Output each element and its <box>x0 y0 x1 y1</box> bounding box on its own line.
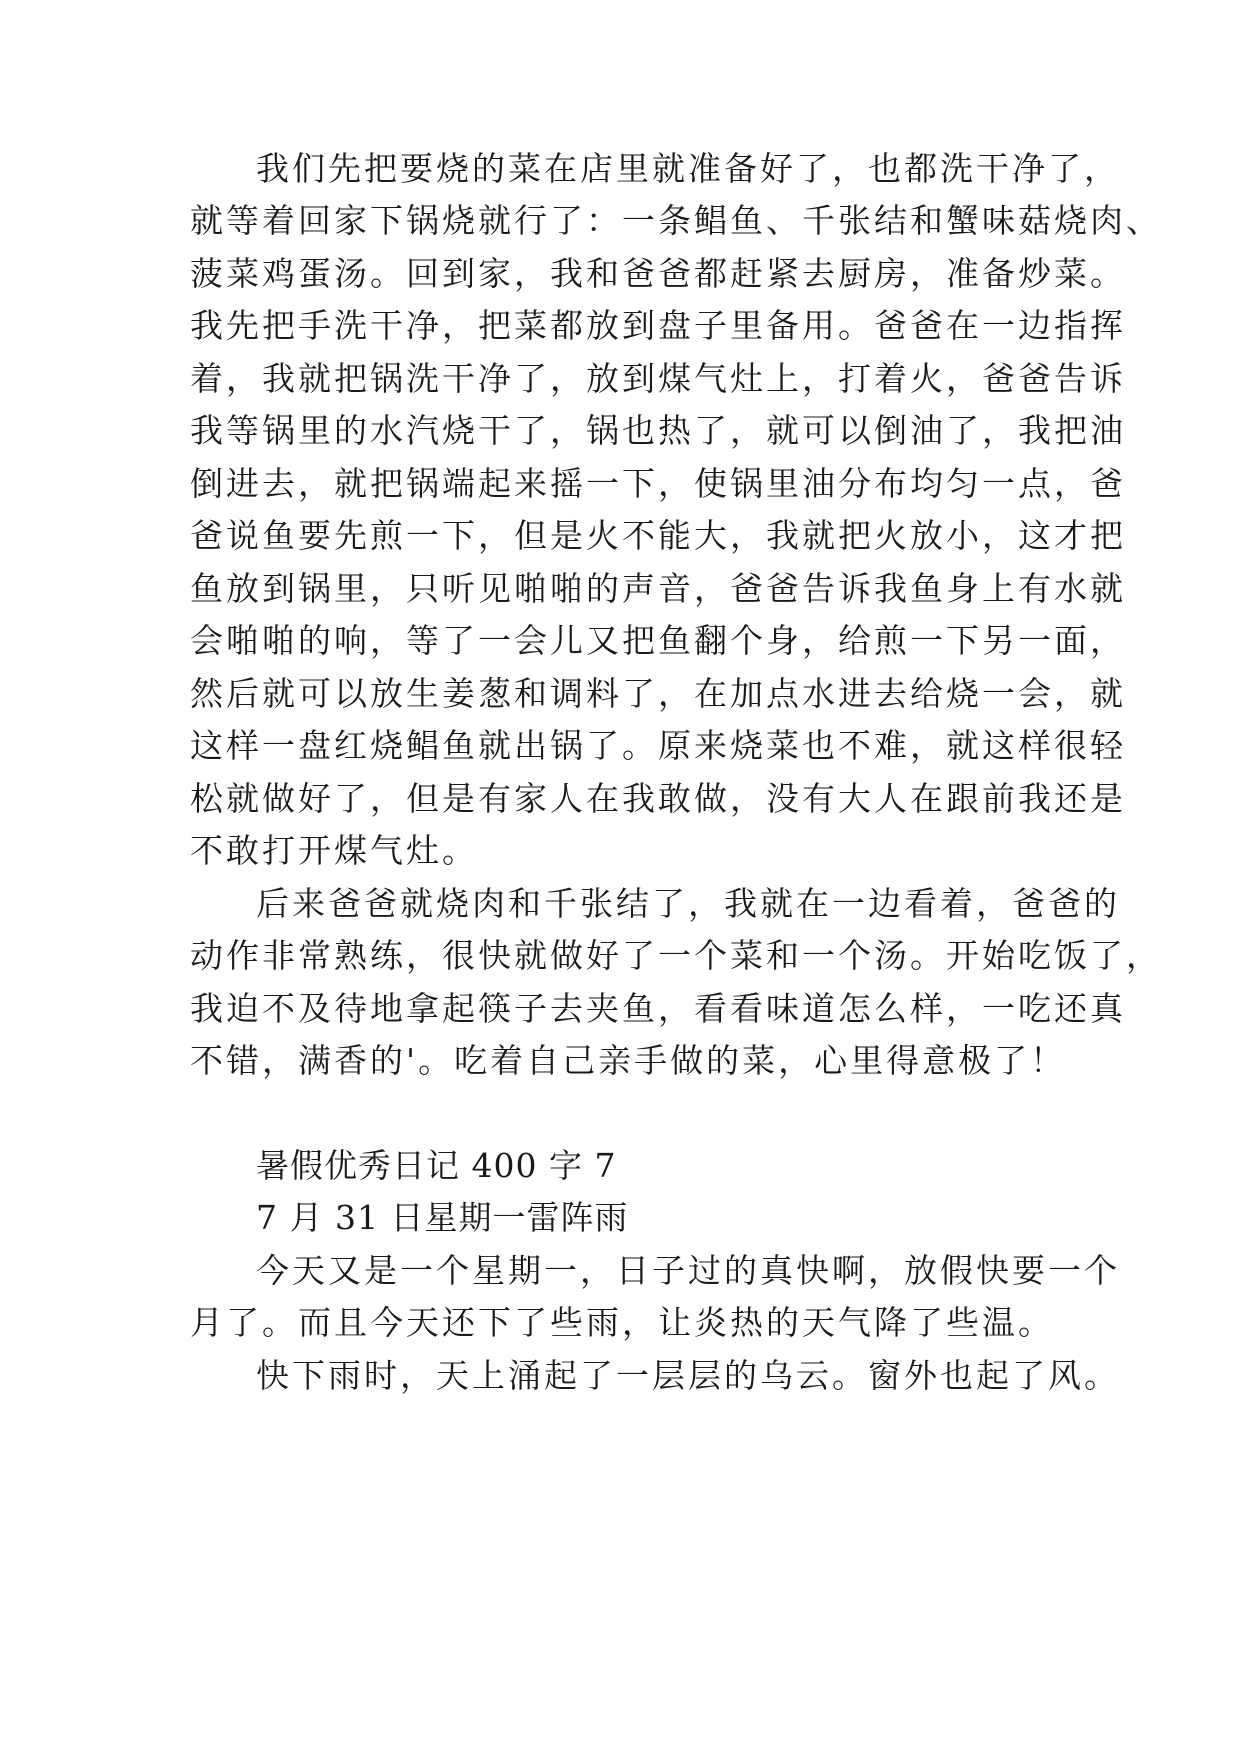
paragraph-line: 不敢打开煤气灶。 <box>190 831 478 870</box>
paragraph-line: 松就做好了，但是有家人在我敢做，没有大人在跟前我还是 <box>190 779 1126 818</box>
paragraph-line: 这样一盘红烧鲳鱼就出锅了。原来烧菜也不难，就这样很轻 <box>190 726 1126 765</box>
paragraph-line: 不错，满香的'。吃着自己亲手做的菜，心里得意极了！ <box>190 1041 1067 1080</box>
paragraph-line: 快下雨时，天上涌起了一层层的乌云。窗外也起了风。 <box>256 1356 1120 1395</box>
paragraph-line: 倒进去，就把锅端起来摇一下，使锅里油分布均匀一点，爸 <box>190 464 1126 503</box>
paragraph-line: 我们先把要烧的菜在店里就准备好了，也都洗干净了， <box>256 149 1120 188</box>
paragraph-line: 会啪啪的响，等了一会儿又把鱼翻个身，给煎一下另一面， <box>190 621 1126 660</box>
paragraph-line: 我迫不及待地拿起筷子去夹鱼，看看味道怎么样，一吃还真 <box>190 989 1126 1028</box>
paragraph-line: 爸说鱼要先煎一下，但是火不能大，我就把火放小，这才把 <box>190 516 1126 555</box>
paragraph-line: 我先把手洗干净，把菜都放到盘子里备用。爸爸在一边指挥 <box>190 306 1126 345</box>
paragraph-line: 月了。而且今天还下了些雨，让炎热的天气降了些温。 <box>190 1303 1054 1342</box>
paragraph-line: 着，我就把锅洗干净了，放到煤气灶上，打着火，爸爸告诉 <box>190 359 1126 398</box>
diary-date: 7 月 31 日星期一雷阵雨 <box>256 1198 629 1237</box>
paragraph-line: 我等锅里的水汽烧干了，锅也热了，就可以倒油了，我把油 <box>190 411 1126 450</box>
section-title: 暑假优秀日记 400 字 7 <box>256 1146 617 1185</box>
paragraph-line: 动作非常熟练，很快就做好了一个菜和一个汤。开始吃饭了， <box>190 936 1162 975</box>
paragraph-line: 菠菜鸡蛋汤。回到家，我和爸爸都赶紧去厨房，准备炒菜。 <box>190 254 1126 293</box>
paragraph-line: 然后就可以放生姜葱和调料了，在加点水进去给烧一会，就 <box>190 674 1126 713</box>
paragraph-line: 后来爸爸就烧肉和千张结了，我就在一边看着，爸爸的 <box>256 884 1120 923</box>
paragraph-line: 今天又是一个星期一，日子过的真快啊，放假快要一个 <box>256 1251 1120 1290</box>
paragraph-line: 就等着回家下锅烧就行了：一条鲳鱼、千张结和蟹味菇烧肉、 <box>190 201 1162 240</box>
paragraph-line: 鱼放到锅里，只听见啪啪的声音，爸爸告诉我鱼身上有水就 <box>190 569 1126 608</box>
